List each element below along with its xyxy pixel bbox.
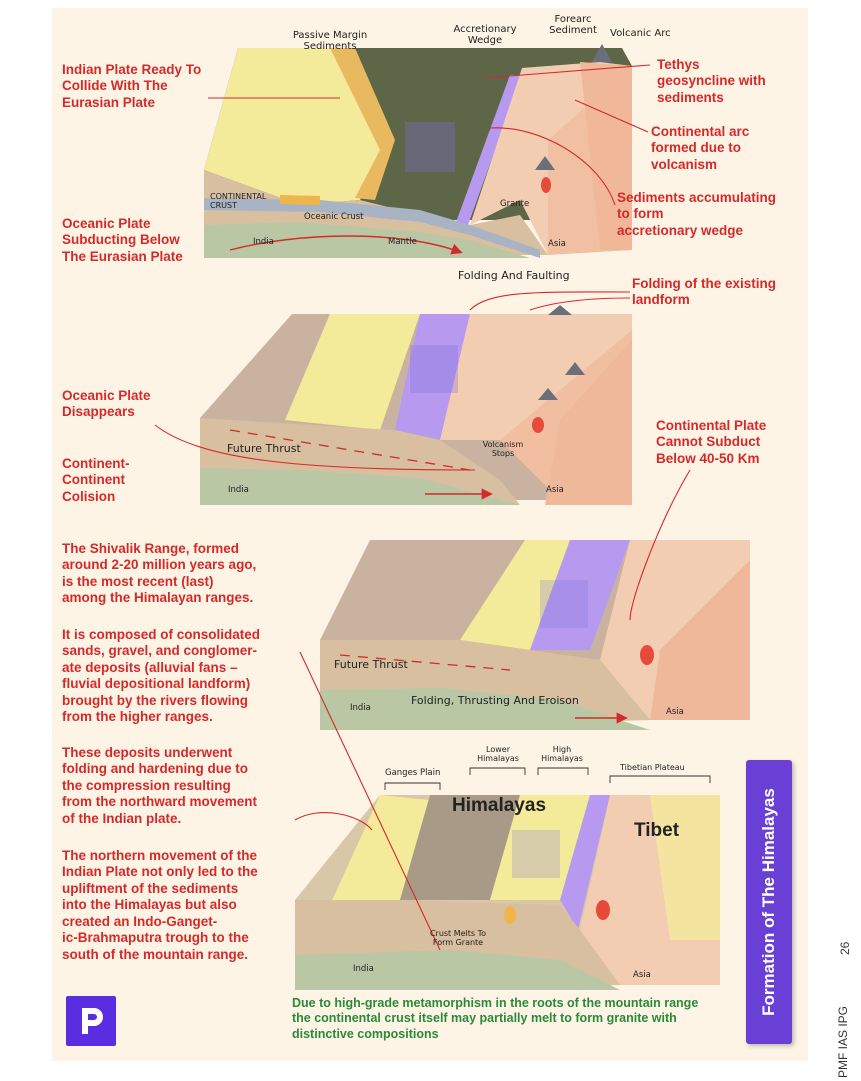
note-tethys: Tethys geosyncline with sediments — [657, 57, 766, 105]
note-cannot-subduct: Continental Plate Cannot Subduct Below 40-50 Km — [656, 418, 767, 466]
note-sediments-accumulating: Sediments accumulating to form accretionary wedge — [617, 190, 777, 238]
page-number: 26 — [838, 941, 852, 955]
pmf-logo — [66, 996, 116, 1046]
note-deposits: These deposits underwent folding and hardening due to the compression resulting from the northward movement of the Indian plate. — [62, 745, 258, 826]
stage1-block — [204, 44, 632, 258]
side-title-tab — [746, 760, 792, 1044]
note-oceanic-subducting: Oceanic Plate Subducting Below The Eurasian Plate — [62, 216, 183, 264]
label-asia-1: Asia — [548, 239, 566, 249]
side-title: Formation of The Himalayas — [759, 788, 778, 1016]
stage2-block — [200, 305, 632, 505]
note-northern: The northern movement of the Indian Plate not only led to the upliftment of the sediments into the Himalayas but also created an Indo-Ganget- ic-Brahmaputra trough to the south of the mountain range. — [62, 848, 258, 962]
label-india-1: India — [253, 237, 274, 247]
label-asia-2: Asia — [546, 485, 564, 495]
label-oceanic-crust: Oceanic Crust — [304, 212, 364, 222]
note-shivalik: The Shivalik Range, formed around 2-20 million years ago, is the most recent (last) among the Himalayan ranges. — [62, 541, 257, 606]
label-continental-crust: CONTINENTAL CRUST — [210, 192, 267, 210]
p-logo-icon — [66, 996, 116, 1046]
label-himalayas: Himalayas — [452, 795, 547, 816]
label-lower-himalayas: Lower Himalayas — [477, 745, 519, 763]
granite-caption: Due to high-grade metamorphism in the roots of the mountain range the continental crust itself may partially melt to form granite with distinctive compositions — [292, 996, 699, 1041]
label-mantle: Mantle — [388, 237, 417, 247]
label-grante: Grante — [500, 199, 530, 209]
note-indian-plate: Indian Plate Ready To Collide With The Eurasian Plate — [62, 62, 202, 110]
magma-icon — [541, 177, 551, 193]
label-forearc: Forearc Sediment — [549, 14, 597, 36]
label-future-thrust-2: Future Thrust — [227, 442, 301, 455]
label-india-2: India — [228, 485, 249, 495]
note-continental-arc: Continental arc formed due to volcanism — [651, 124, 750, 172]
label-asia-4: Asia — [633, 970, 651, 980]
label-tibet: Tibet — [634, 820, 680, 841]
note-folding-existing: Folding of the existing landform — [632, 276, 776, 308]
label-volcanic-arc: Volcanic Arc — [610, 28, 671, 39]
label-folding-thrusting: Folding, Thrusting And Eroison — [411, 694, 579, 707]
note-oceanic-disappears: Oceanic Plate Disappears — [62, 388, 151, 420]
note-cc-collision: Continent- Continent Colision — [62, 456, 130, 504]
label-asia-3: Asia — [666, 707, 684, 717]
label-accretionary-wedge: Accretionary Wedge — [453, 24, 517, 46]
label-future-thrust-3: Future Thrust — [334, 658, 408, 671]
label-folding-faulting: Folding And Faulting — [458, 269, 570, 282]
label-india-4: India — [353, 964, 374, 974]
label-tibetan-plateau: Tibetian Plateau — [620, 763, 685, 772]
footer-label: PMF IAS IPG — [836, 1005, 850, 1078]
label-volcanism-stops: Volcanism Stops — [482, 440, 524, 458]
label-passive-margin: Passive Margin Sediments — [292, 30, 368, 52]
label-india-3: India — [350, 703, 371, 713]
label-ganges-plain: Ganges Plain — [385, 768, 441, 778]
note-composed: It is composed of consolidated sands, gravel, and conglomer- ate deposits (alluvial fans – fluvial depositional landform) brought by the rivers flowing from the higher ranges. — [62, 627, 261, 725]
label-high-himalayas: High Himalayas — [541, 745, 583, 763]
label-crust-melts: Crust Melts To Form Grante — [429, 929, 487, 947]
